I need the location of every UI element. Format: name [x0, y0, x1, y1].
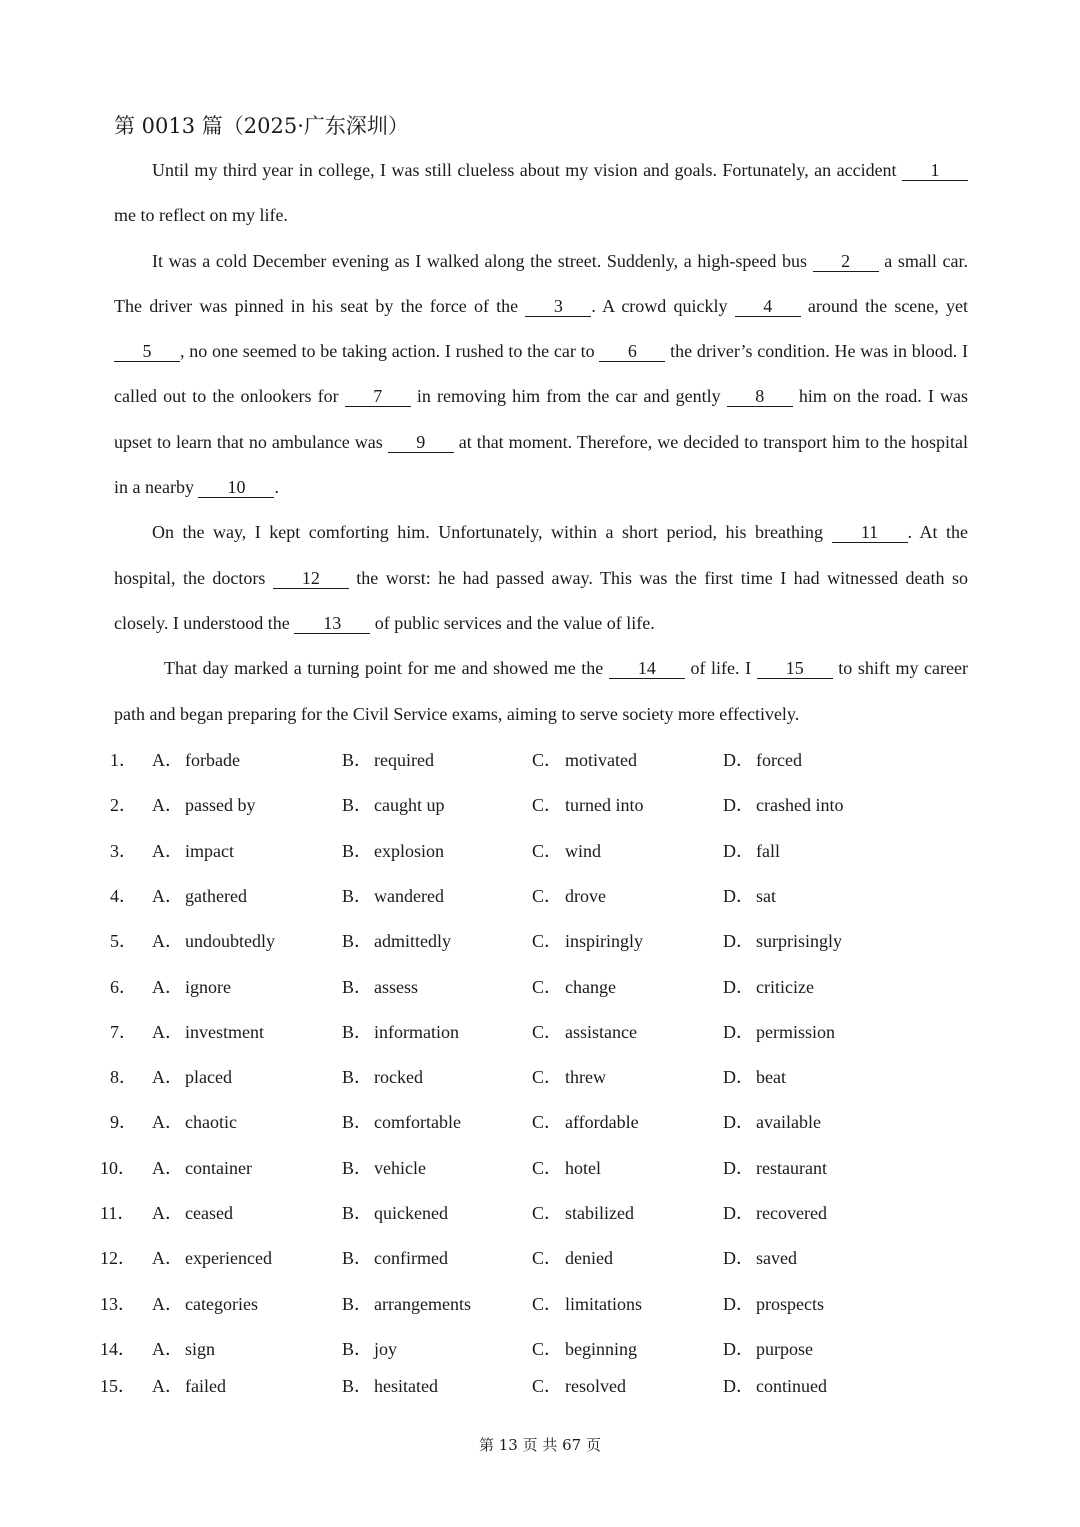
option-letter: C． — [532, 1112, 563, 1133]
option-text: resolved — [565, 1376, 626, 1396]
option-letter: D． — [723, 1021, 754, 1042]
option-text: categories — [185, 1293, 258, 1314]
option-letter: D． — [723, 1293, 754, 1314]
option-text: sat — [756, 885, 776, 906]
option-text: recovered — [756, 1203, 827, 1223]
option-letter: B． — [342, 976, 373, 997]
option-text: limitations — [565, 1293, 643, 1314]
option-letter: B． — [342, 750, 373, 770]
option-letter: C． — [532, 931, 563, 952]
option-text: placed — [185, 1067, 232, 1088]
option-text: comfortable — [374, 1112, 461, 1133]
option-text: criticize — [756, 976, 814, 997]
option-text: affordable — [565, 1112, 639, 1133]
option-letter: D． — [723, 1112, 754, 1133]
option-text: container — [185, 1157, 252, 1178]
question-number: 11． — [100, 1203, 136, 1223]
option-row — [0, 1244, 1080, 1272]
blank-4: 4 — [735, 296, 801, 317]
option-text: surprisingly — [756, 931, 843, 952]
option-letter: D． — [723, 1338, 754, 1359]
option-text: required — [374, 750, 434, 770]
option-letter: C． — [532, 1293, 563, 1314]
option-text: chaotic — [185, 1112, 237, 1133]
option-text: failed — [185, 1376, 226, 1396]
option-row — [0, 1063, 1080, 1091]
option-letter: B． — [342, 1338, 373, 1359]
option-text: rocked — [374, 1067, 423, 1088]
blank-3: 3 — [525, 296, 591, 317]
option-text: saved — [756, 1248, 797, 1269]
option-text: denied — [565, 1248, 613, 1269]
paragraph: That day marked a turning point for me and showed me the 14 of life. I 15 to shift my career path and began preparing for the Civil Service exams, aiming to serve society more effectively. — [114, 658, 968, 724]
option-text: forbade — [185, 750, 240, 770]
blank-7: 7 — [345, 386, 411, 407]
paragraph: On the way, I kept comforting him. Unfortunately, within a short period, his breathing 11 . At the hospital, the doctors 12 the worst: he had passed away. This was the first time I had witnessed death so closely. I understood the 13 of public services and the value of life. — [114, 522, 969, 633]
option-text: forced — [756, 750, 802, 770]
question-number: 7． — [110, 1021, 137, 1042]
option-text: arrangements — [374, 1293, 471, 1314]
option-text: turned into — [565, 795, 644, 816]
blank-1: 1 — [902, 160, 968, 181]
option-letter: A． — [152, 931, 183, 952]
option-letter: D． — [723, 1376, 754, 1396]
option-text: assess — [374, 976, 418, 997]
option-text: hotel — [565, 1157, 601, 1178]
page-footer: 第 13 页 共 67 页 — [478, 1436, 601, 1454]
question-number: 2． — [110, 795, 137, 816]
option-text: permission — [756, 1021, 835, 1042]
option-letter: C． — [532, 1203, 563, 1223]
option-text: ceased — [185, 1203, 233, 1223]
option-row — [0, 746, 1080, 774]
option-text: gathered — [185, 885, 247, 906]
option-letter: D． — [723, 885, 754, 906]
blank-13: 13 — [294, 613, 370, 634]
question-number: 12． — [100, 1248, 136, 1269]
option-letter: A． — [152, 1203, 183, 1223]
option-row — [0, 837, 1080, 865]
option-text: fall — [756, 840, 780, 861]
blank-12: 12 — [273, 568, 349, 589]
option-letter: B． — [342, 885, 373, 906]
option-text: inspiringly — [565, 931, 644, 952]
option-letter: B． — [342, 1248, 373, 1269]
blank-14: 14 — [609, 658, 685, 679]
option-letter: A． — [152, 1112, 183, 1133]
option-text: explosion — [374, 840, 444, 861]
option-text: impact — [185, 840, 234, 861]
option-text: quickened — [374, 1203, 448, 1223]
passage-body — [114, 148, 968, 737]
question-number: 13． — [100, 1293, 136, 1314]
option-letter: B． — [342, 840, 373, 861]
option-text: caught up — [374, 795, 445, 816]
option-letter: D． — [723, 795, 754, 816]
question-number: 14． — [100, 1338, 136, 1359]
option-letter: B． — [342, 795, 373, 816]
option-letter: D． — [723, 750, 754, 770]
option-text: hesitated — [374, 1376, 438, 1396]
option-text: threw — [565, 1067, 606, 1088]
option-text: change — [565, 976, 616, 997]
option-row — [0, 1290, 1080, 1318]
blank-2: 2 — [813, 251, 879, 272]
question-number: 9． — [110, 1112, 137, 1133]
option-letter: A． — [152, 1248, 183, 1269]
question-number: 10． — [100, 1157, 136, 1178]
option-letter: B． — [342, 1067, 373, 1088]
option-text: wandered — [374, 885, 444, 906]
option-letter: A． — [152, 750, 183, 770]
option-row — [0, 1018, 1080, 1046]
question-number: 1． — [110, 750, 137, 770]
option-letter: D． — [723, 1203, 754, 1223]
option-letter: C． — [532, 885, 563, 906]
blank-9: 9 — [388, 432, 454, 453]
option-text: drove — [565, 885, 606, 906]
option-row — [0, 1199, 1080, 1227]
option-row — [0, 1154, 1080, 1182]
option-letter: D． — [723, 840, 754, 861]
option-letter: B． — [342, 1203, 373, 1223]
option-text: continued — [756, 1376, 827, 1396]
option-letter: A． — [152, 885, 183, 906]
option-text: assistance — [565, 1021, 637, 1042]
paragraph: It was a cold December evening as I walked along the street. Suddenly, a high-speed bus 2 a small car. The driver was pinned in his seat by the force of the 3 . A crowd quickly 4 around the scene, yet 5 , no one seemed to be taking action. I rushed to the car to 6 the driver’s condition. He was in blood. I called out to the onlookers for 7 in removing him from the car and gently 8 him on the road. I was upset to learn that no ambulance was 9 at that moment. Therefore, we decided to transport him to the hospital in a nearby 10 . — [114, 250, 968, 498]
option-row — [0, 1335, 1080, 1363]
blank-10: 10 — [198, 477, 274, 498]
option-letter: A． — [152, 1376, 183, 1396]
option-text: passed by — [185, 795, 256, 816]
option-letter: C． — [532, 750, 563, 770]
option-letter: D． — [723, 1067, 754, 1088]
option-letter: A． — [152, 1338, 183, 1359]
option-letter: C． — [532, 1067, 563, 1088]
option-letter: B． — [342, 1021, 373, 1042]
option-letter: A． — [152, 1067, 183, 1088]
question-number: 8． — [110, 1067, 137, 1088]
option-letter: B． — [342, 1293, 373, 1314]
option-letter: C． — [532, 840, 563, 861]
option-text: beat — [756, 1067, 786, 1088]
option-letter: A． — [152, 1021, 183, 1042]
blank-15: 15 — [757, 658, 833, 679]
option-text: crashed into — [756, 795, 844, 816]
option-letter: C． — [532, 795, 563, 816]
question-number: 6． — [110, 976, 137, 997]
option-letter: C． — [532, 1376, 563, 1396]
option-text: prospects — [756, 1293, 824, 1314]
option-text: stabilized — [565, 1203, 634, 1223]
option-letter: A． — [152, 840, 183, 861]
option-text: confirmed — [374, 1248, 448, 1269]
blank-8: 8 — [727, 386, 793, 407]
option-text: beginning — [565, 1338, 637, 1359]
option-text: vehicle — [374, 1157, 426, 1178]
option-text: undoubtedly — [185, 931, 275, 952]
option-letter: D． — [723, 931, 754, 952]
option-letter: C． — [532, 1248, 563, 1269]
question-number: 15． — [100, 1376, 136, 1396]
option-row — [0, 973, 1080, 1001]
option-row — [0, 1108, 1080, 1136]
option-letter: C． — [532, 1338, 563, 1359]
option-text: investment — [185, 1021, 264, 1042]
question-number: 4． — [110, 885, 137, 906]
option-row — [0, 791, 1080, 819]
option-letter: C． — [532, 1157, 563, 1178]
option-text: ignore — [185, 976, 231, 997]
option-letter: D． — [723, 1248, 754, 1269]
option-row — [0, 882, 1080, 910]
article-title: 第 0013 篇（2025·广东深圳） — [114, 114, 409, 138]
option-row — [0, 1372, 1080, 1400]
option-letter: A． — [152, 976, 183, 997]
option-text: purpose — [756, 1338, 813, 1359]
option-row — [0, 927, 1080, 955]
option-letter: C． — [532, 1021, 563, 1042]
option-letter: C． — [532, 976, 563, 997]
option-letter: B． — [342, 1112, 373, 1133]
option-text: motivated — [565, 750, 637, 770]
paragraph: Until my third year in college, I was still clueless about my vision and goals. Fortunately, an accident 1 me to reflect on my life. — [114, 148, 968, 239]
option-letter: B． — [342, 931, 373, 952]
option-text: restaurant — [756, 1157, 827, 1178]
option-letter: D． — [723, 976, 754, 997]
option-letter: A． — [152, 1293, 183, 1314]
option-letter: B． — [342, 1157, 373, 1178]
blank-6: 6 — [599, 341, 665, 362]
option-letter: A． — [152, 1157, 183, 1178]
option-letter: B． — [342, 1376, 373, 1396]
question-number: 5． — [110, 931, 137, 952]
option-text: experienced — [185, 1248, 272, 1269]
blank-11: 11 — [832, 522, 908, 543]
option-text: sign — [185, 1338, 216, 1359]
question-number: 3． — [110, 840, 137, 861]
option-text: wind — [565, 840, 601, 861]
option-text: information — [374, 1021, 459, 1042]
option-text: joy — [374, 1338, 398, 1359]
option-text: admittedly — [374, 931, 451, 952]
option-letter: D． — [723, 1157, 754, 1178]
blank-5: 5 — [114, 341, 180, 362]
option-text: available — [756, 1112, 821, 1133]
option-letter: A． — [152, 795, 183, 816]
